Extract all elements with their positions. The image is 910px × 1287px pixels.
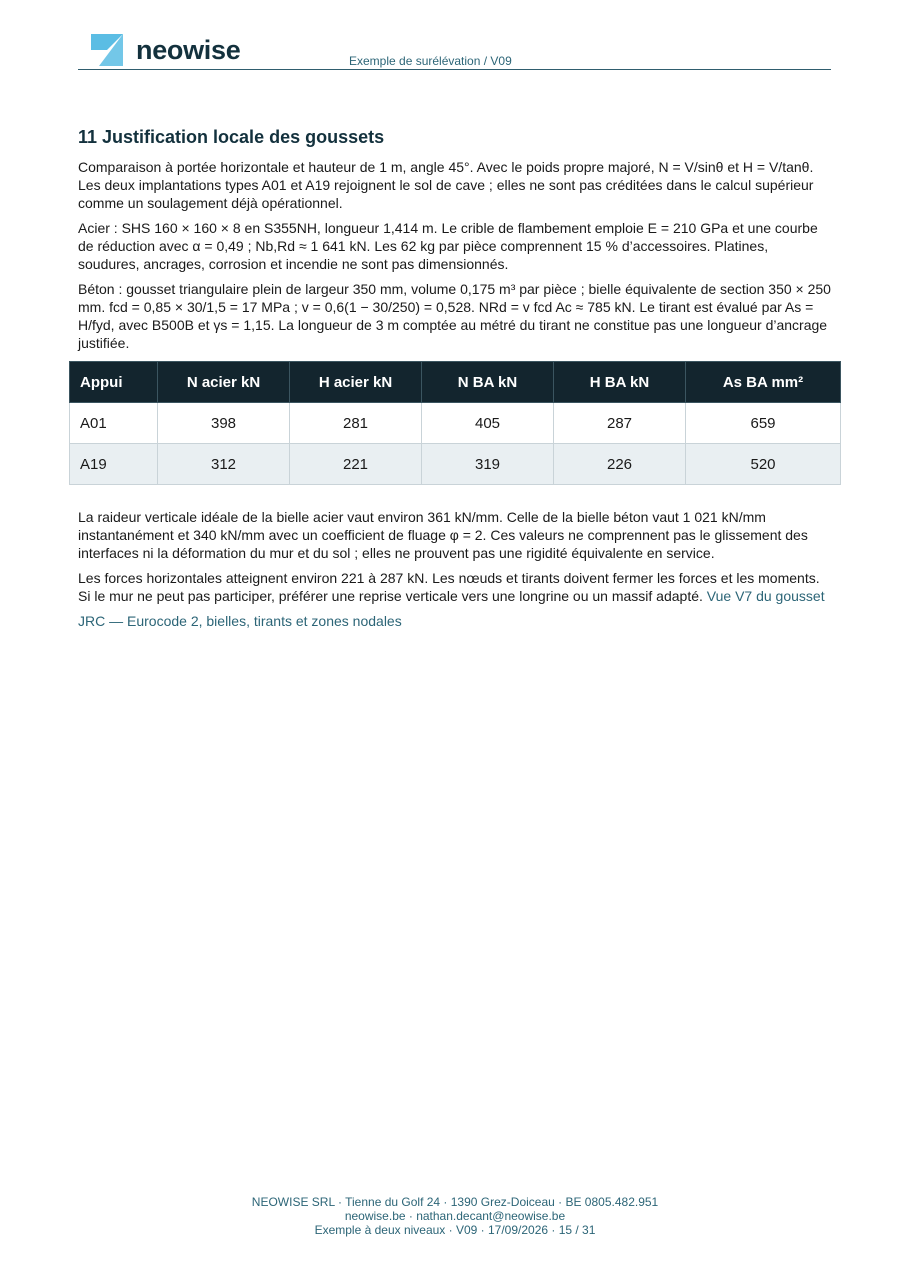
table-row xyxy=(70,444,841,485)
column-header-h-ba: H BA kN xyxy=(554,362,686,403)
neowise-logo-icon xyxy=(91,34,123,66)
table-cell: 226 xyxy=(554,444,686,485)
table-cell: 659 xyxy=(686,403,841,444)
view-v7-link[interactable]: Vue V7 du gousset xyxy=(706,588,825,604)
paragraph-intro: Comparaison à portée horizontale et hauteur de 1 m, angle 45°. Avec le poids propre majoré, N = V/sinθ et H = V/tanθ. Les deux implantations types A01 et A19 rejoignent le sol de cave ; elles ne sont pas créditées dans le calcul supérieur comme un soulagement déjà opérationnel. xyxy=(78,159,814,211)
table-cell: A01 xyxy=(70,403,158,444)
column-header-n-ba: N BA kN xyxy=(422,362,554,403)
table-cell: 281 xyxy=(290,403,422,444)
table-cell: 319 xyxy=(422,444,554,485)
paragraph-concrete: Béton : gousset triangulaire plein de largeur 350 mm, volume 0,175 m³ par pièce ; bielle équivalente de section 350 × 250 mm. fcd = 0,85 × 30/1,5 = 17 MPa ; v = 0,6(1 − 30/250) = 0,528. NRd = v fcd Ac ≈ 785 kN. Le tirant est évalué par As = H/fyd, avec B500B et γs = 1,15. La longueur de 3 m comptée au métré du tirant ne constitue pas une longueur d’ancrage justifiée. xyxy=(78,281,831,351)
page-footer xyxy=(0,1195,910,1237)
results-table xyxy=(69,361,841,485)
column-header-h-acier: H acier kN xyxy=(290,362,422,403)
footer-company-line: NEOWISE SRL · Tienne du Golf 24 · 1390 Grez-Doiceau · BE 0805.482.951 xyxy=(251,1195,659,1209)
table-header-row xyxy=(70,362,841,403)
table-cell: 398 xyxy=(158,403,290,444)
table-cell: A19 xyxy=(70,444,158,485)
source-reference-link[interactable]: JRC — Eurocode 2, bielles, tirants et zones nodales xyxy=(78,613,402,629)
table-cell: 312 xyxy=(158,444,290,485)
table-cell: 520 xyxy=(686,444,841,485)
section-conclusion xyxy=(78,508,833,630)
brand-logo xyxy=(91,34,240,66)
table-cell: 287 xyxy=(554,403,686,444)
table-row xyxy=(70,403,841,444)
paragraph-forces-text: Les forces horizontales atteignent environ 221 à 287 kN. Les nœuds et tirants doivent fermer les forces et les moments. Si le mur ne peut pas participer, préférer une reprise verticale vers une longrine ou un massif adapté. xyxy=(78,570,820,604)
paragraph-steel: Acier : SHS 160 × 160 × 8 en S355NH, longueur 1,414 m. Le crible de flambement emploie E = 210 GPa et une courbe de réduction avec α = 0,49 ; Nb,Rd ≈ 1 641 kN. Les 62 kg par pièce comprennent 15 % d’accessoires. Platines, soudures, ancrages, corrosion et incendie ne sont pas dimensionnés. xyxy=(78,220,818,272)
column-header-appui: Appui xyxy=(70,362,158,403)
section-body xyxy=(78,126,833,359)
footer-contact-line: neowise.be · nathan.decant@neowise.be xyxy=(344,1209,566,1223)
paragraph-stiffness: La raideur verticale idéale de la bielle acier vaut environ 361 kN/mm. Celle de la bielle béton vaut 1 021 kN/mm instantanément et 340 kN/mm avec un coefficient de fluage φ = 2. Ces valeurs ne comprennent pas le glissement des interfaces ni la déformation du mur et du sol ; elles ne prouvent pas une rigidité équivalente en service. xyxy=(78,509,808,561)
table-cell: 405 xyxy=(422,403,554,444)
column-header-as-ba: As BA mm² xyxy=(686,362,841,403)
section-title: 11 Justification locale des goussets xyxy=(78,127,385,147)
table-cell: 221 xyxy=(290,444,422,485)
header-subtitle: Exemple de surélévation / V09 xyxy=(349,54,512,68)
brand-name: neowise xyxy=(136,35,241,65)
paragraph-forces xyxy=(78,569,833,605)
column-header-n-acier: N acier kN xyxy=(158,362,290,403)
footer-document-line: Exemple à deux niveaux · V09 · 17/09/2026 · 15 / 31 xyxy=(314,1223,596,1237)
page-header xyxy=(78,30,831,70)
